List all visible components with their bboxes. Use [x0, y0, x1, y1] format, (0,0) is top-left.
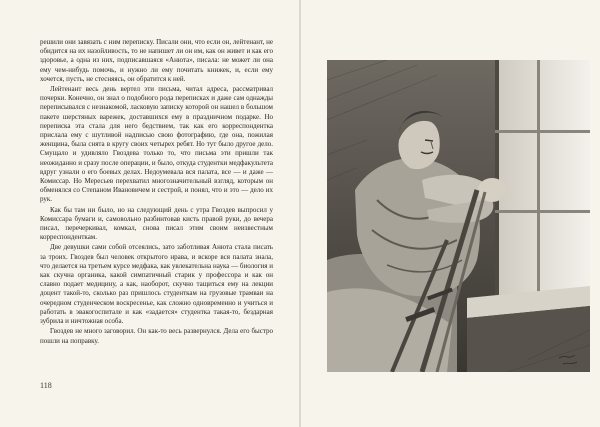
right-page [301, 0, 600, 427]
illustration-drawing [327, 60, 590, 372]
paragraph: Как бы там ни было, но на следующий день с утра Гвоздев выпросил у Комиссара бумаги и, самовольно разбинтовав кисть правой руки, до вечера писал, перечеркивал, комкал, снова писал этим своим неизвестным корреспонденткам. [40, 205, 273, 242]
page-number: 118 [40, 381, 52, 390]
body-text [40, 38, 273, 346]
paragraph: Гвоздев не много заговорил. Он как-то весь развернулся. Дела его быстро пошли на поправку. [40, 327, 273, 345]
paragraph: решили они завязать с ним переписку. Писали они, что если он, лейтенант, не обидится на их назойливость, то не напишет ли он им, как он живет и как его здоровье, а одна из них, подписавшаяся «Анюта», писала: не может ли она ему чем-нибудь помочь, и нужно ли ему почитать книжек, и, если ему хочется, пусть, не стесняясь, он обратится к ней. [40, 38, 273, 83]
pencil-illustration [327, 60, 590, 372]
paragraph: Лейтенант весь день вертел эти письма, читал адреса, рассматривал почерки. Конечно, он знал о подобного рода переписках и даже сам однажды переписывался с незнакомой, ласковую записку которой он нашел в большом пакете шерстяных варежек, доставшихся ему в праздничном подарке. Но переписка эта стала для него бедствием, так как его корреспондентка прислала ему с шутливой надписью свою фотографию, где она, пожилая женщина, была снята в кругу своих четырех ребят. Но тут было другое дело. Смущало и удивляло Гвоздева только то, что письма эти пришли так неожиданно и сразу после операции, и было, откуда студентки медфакультета вдруг узнали о его боевых делах. Недоумевала вся палата, все — и даже — Комиссар. Но Мересьев перехватил многозначительный взгляд, которым он обменялся со Степаном Ивановичем и сестрой, и понял, что и это — дело их рук. [40, 85, 273, 204]
paragraph: Две девушки сами собой отсеялись, зато заботливая Анюта стала писать за троих. Гвоздев был человек открытого нрава, и вскоре вся палата знала, что делается на третьем курсе медфака, как увлекательна наука — биология и как скучна органика, какой симпатичный старик у профессора и как он славно подает медицину, а как, наоборот, скучно тащиться ему на лекции доцент такой-то, сколько раз пришлось студенткам на грузовые трамваи на очередном студенческом воскресенье, как сложно одновременно и учиться и работать в эвакогоспитале и как «задается» студентка такая-то, бездарная зубрила и ничтожная особа. [40, 243, 273, 326]
